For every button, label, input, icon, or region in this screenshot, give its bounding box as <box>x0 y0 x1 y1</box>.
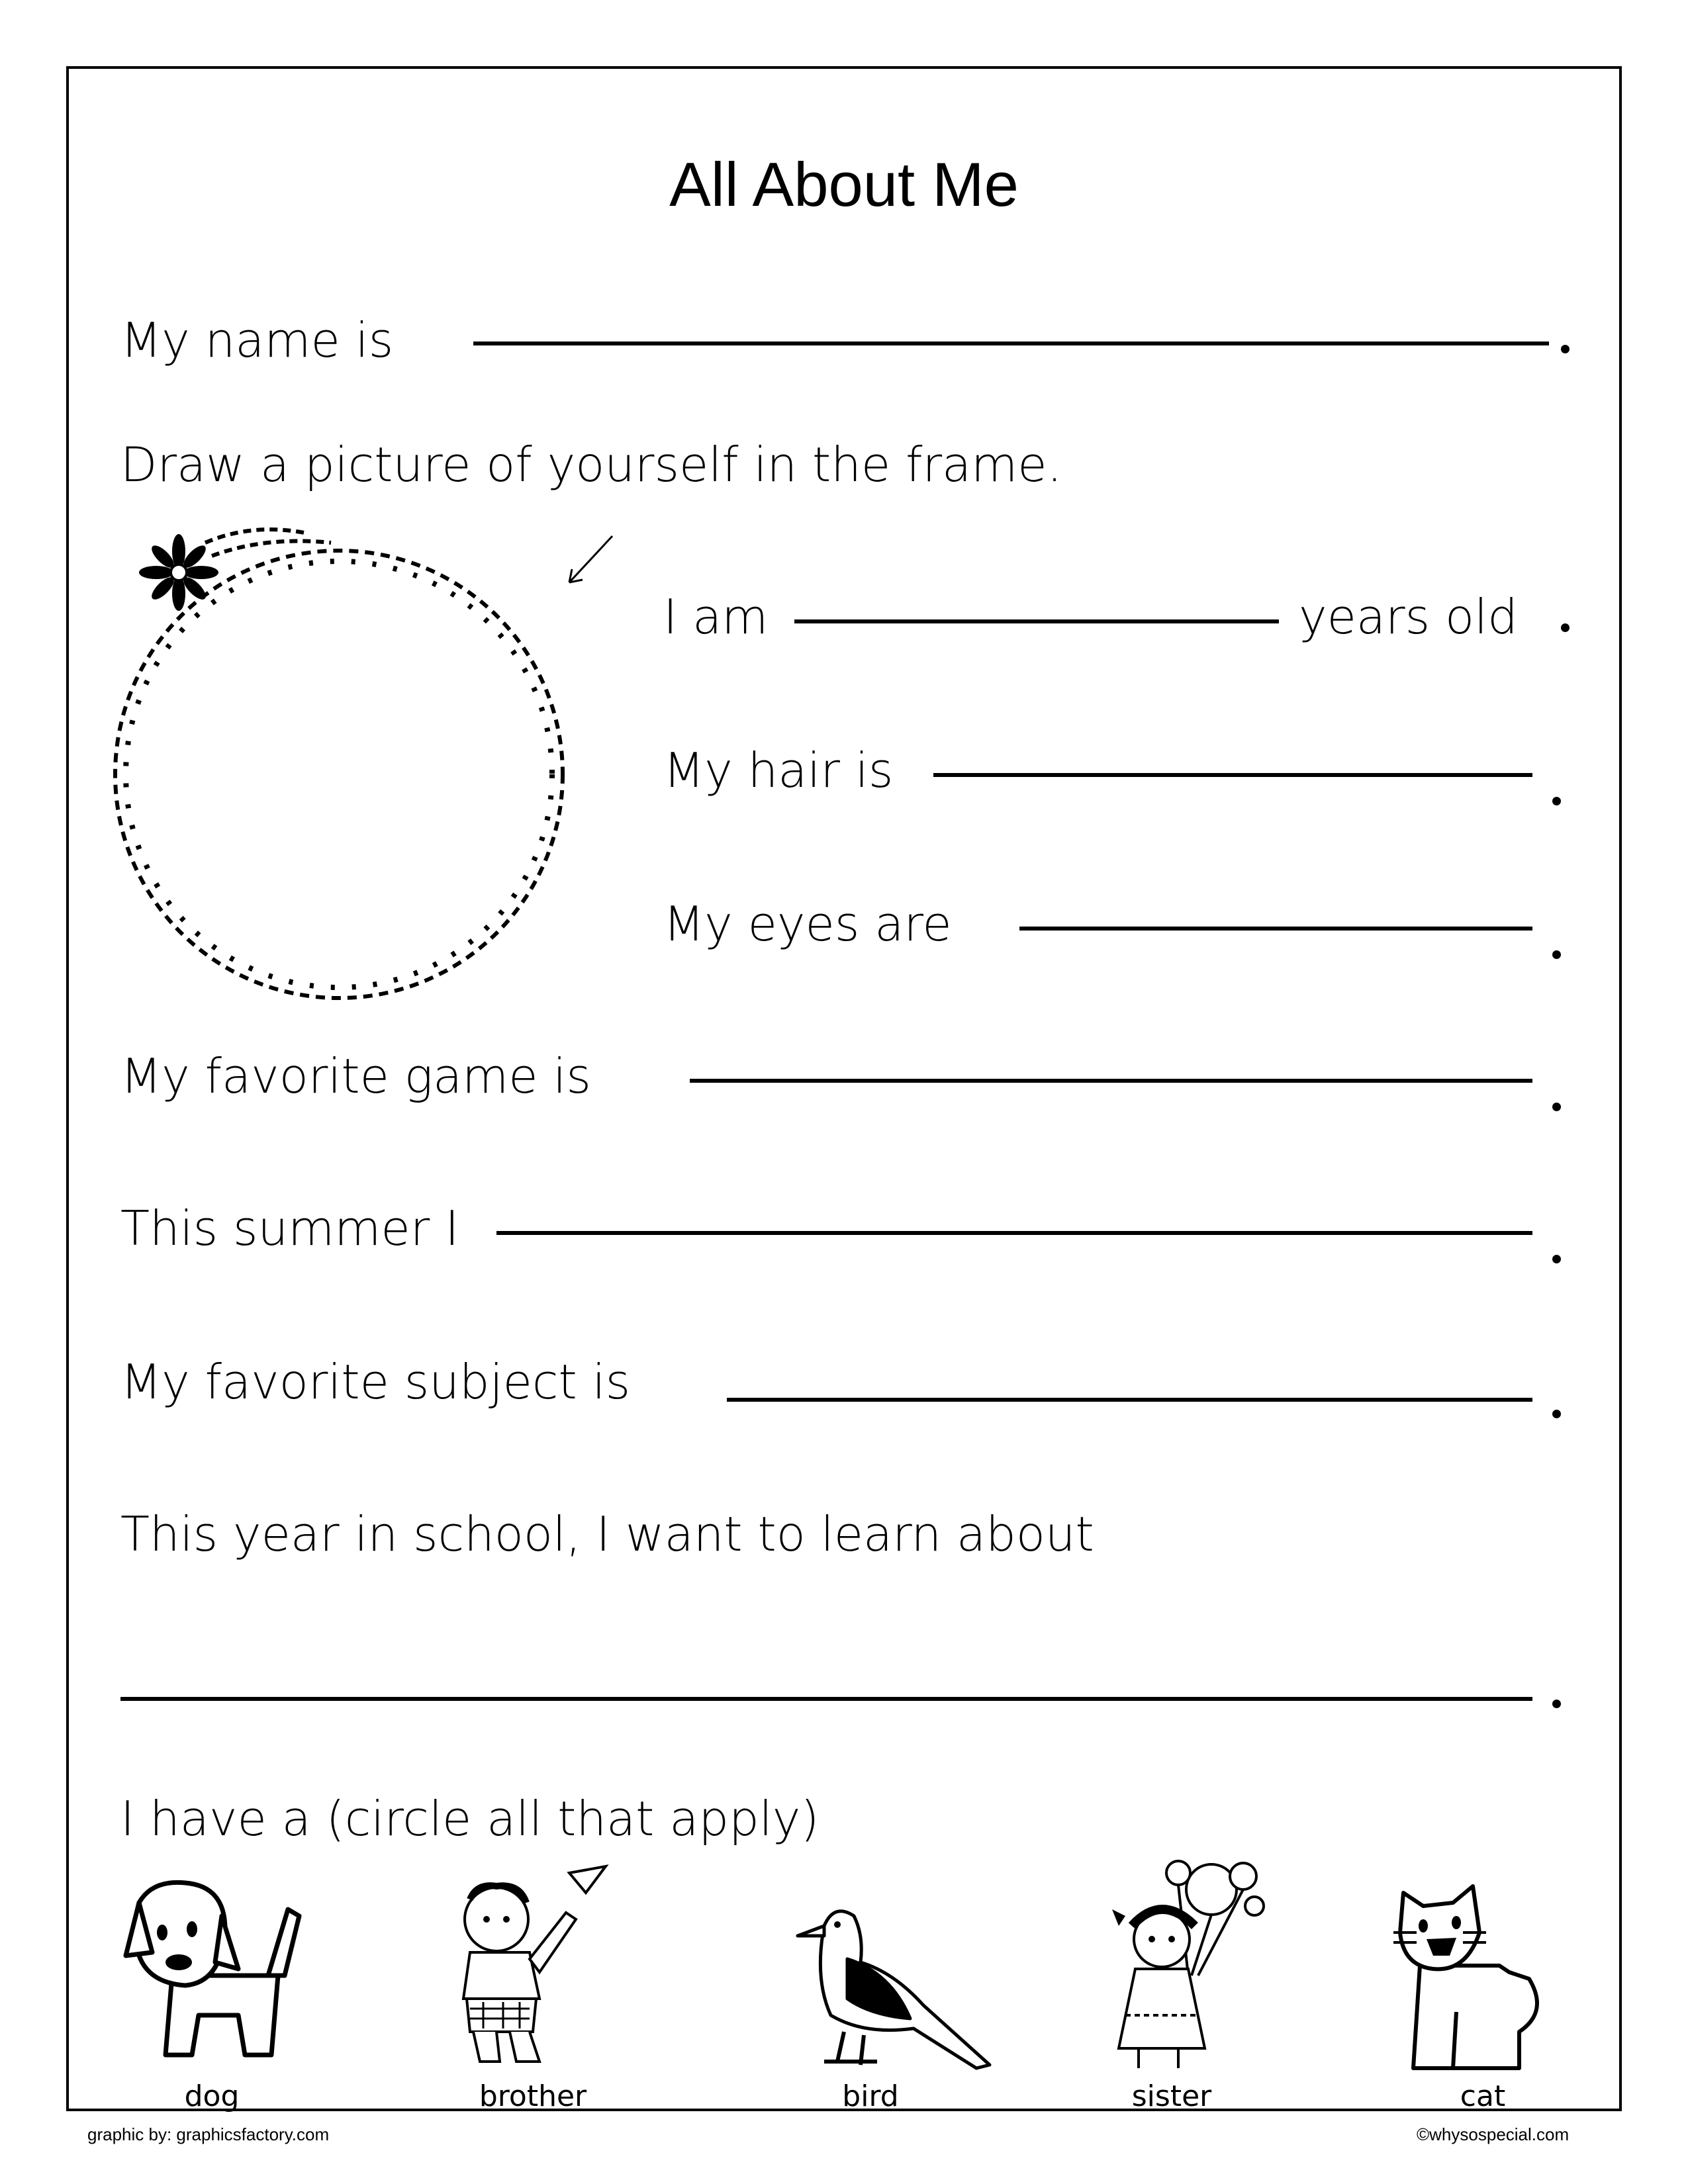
subject-blank[interactable] <box>727 1398 1532 1402</box>
period <box>1552 950 1561 959</box>
copyright-text: ©whysospecial.com <box>1417 2124 1570 2144</box>
credit-text: graphic by: graphicsfactory.com <box>87 2124 330 2144</box>
learn-prompt: This year in school, I want to learn about <box>120 1506 1094 1562</box>
summer-prompt: This summer I <box>120 1201 459 1256</box>
option-label: dog <box>184 2079 240 2113</box>
game-blank[interactable] <box>690 1079 1532 1083</box>
name-blank[interactable] <box>473 341 1549 345</box>
age-prompt: I am <box>663 589 769 645</box>
period <box>1552 1700 1561 1708</box>
period <box>1552 1255 1561 1263</box>
period <box>1552 797 1561 805</box>
dog-icon[interactable] <box>126 1876 305 2075</box>
period <box>1552 1103 1561 1111</box>
subject-prompt: My favorite subject is <box>120 1354 631 1410</box>
option-label: cat <box>1460 2079 1506 2113</box>
period <box>1561 623 1570 632</box>
option-label: bird <box>842 2079 899 2113</box>
bird-icon[interactable] <box>784 1899 996 2071</box>
age-suffix: years old <box>1299 589 1518 645</box>
period <box>1552 1410 1561 1418</box>
period <box>1561 345 1570 353</box>
name-prompt: My name is <box>120 312 394 368</box>
eyes-blank[interactable] <box>1019 927 1532 931</box>
brother-icon[interactable] <box>450 1866 616 2071</box>
page-title: All About Me <box>669 150 1019 219</box>
have-prompt: I have a (circle all that apply) <box>120 1791 820 1846</box>
game-prompt: My favorite game is <box>120 1048 591 1104</box>
learn-blank[interactable] <box>120 1697 1532 1701</box>
hair-prompt: My hair is <box>663 743 894 798</box>
cat-icon[interactable] <box>1393 1880 1552 2071</box>
portrait-frame[interactable] <box>106 516 622 1019</box>
option-label: sister <box>1131 2079 1212 2113</box>
hair-blank[interactable] <box>933 773 1532 777</box>
draw-prompt: Draw a picture of yourself in the frame. <box>120 437 1062 492</box>
eyes-prompt: My eyes are <box>663 896 952 952</box>
option-label: brother <box>479 2079 587 2113</box>
age-blank[interactable] <box>794 619 1279 623</box>
sister-icon[interactable] <box>1099 1850 1278 2075</box>
summer-blank[interactable] <box>496 1231 1532 1235</box>
